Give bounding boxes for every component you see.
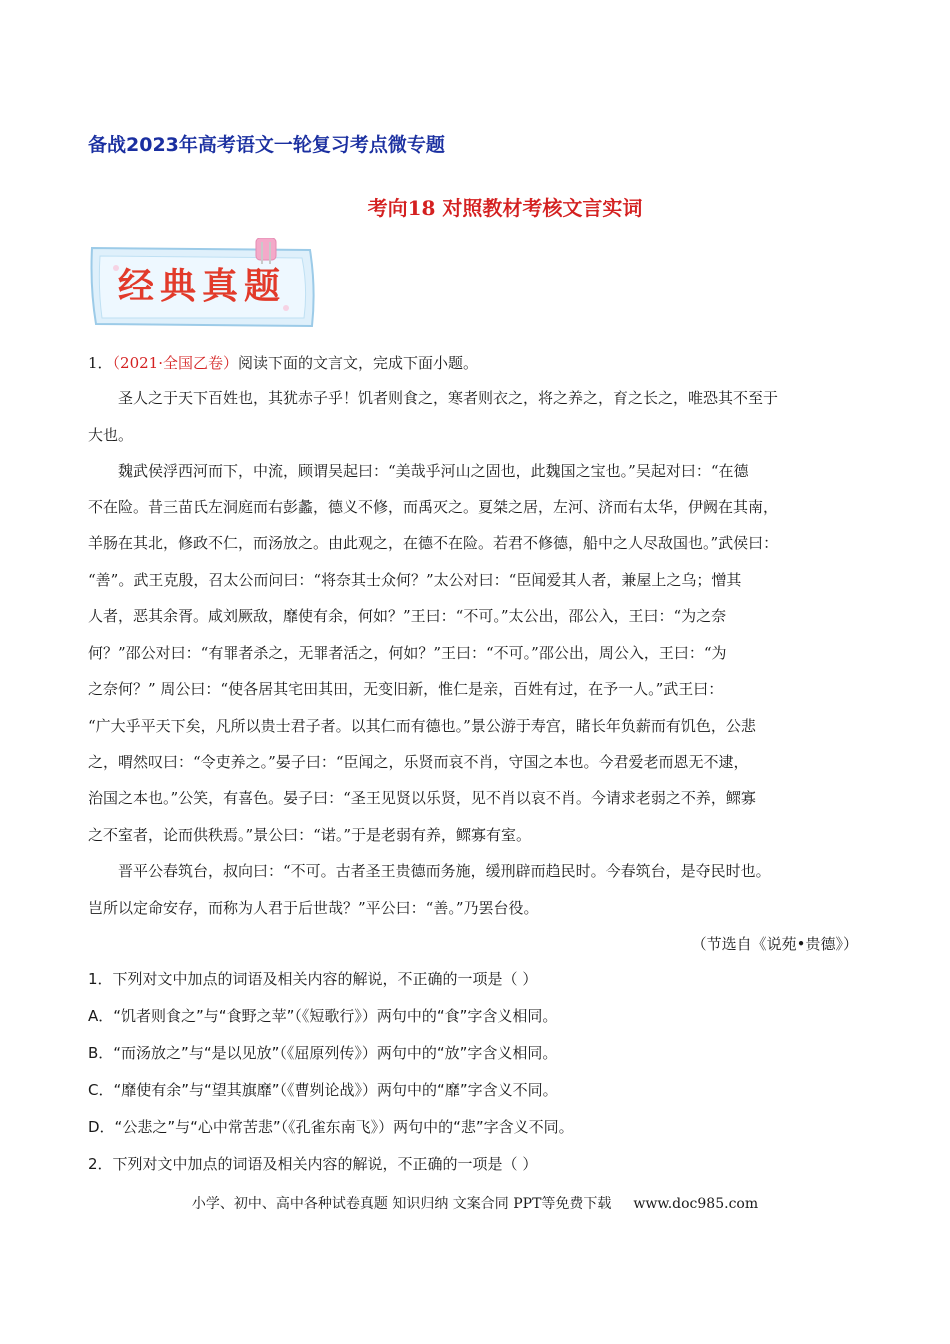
page-footer [0,1193,950,1213]
passage-line: 大也。 [88,426,134,444]
passage-line: 圣人之于天下百姓也，其犹赤子乎！饥者则食之，寒者则衣之，将之养之，育之长之，唯恐其不至于 [118,389,779,407]
document-title: 考向18 对照教材考核文言实词 [367,196,643,220]
passage-line: 魏武侯浮西河而下，中流，顾谓吴起曰：“美哉乎河山之固也，此魏国之宝也。”吴起对曰：“在德 [118,462,749,480]
subquestion-1: 1．下列对文中加点的词语及相关内容的解说，不正确的一项是（ ） [88,970,538,988]
option-a: A．“饥者则食之”与“食野之苹”（《短歌行》）两句中的“食”字含义相同。 [88,1007,558,1025]
passage-line: 人者，恶其余胥。咸刘厥敌，靡使有余，何如？”王曰：“不可。”太公出，邵公入，王曰：“为之奈 [88,607,727,625]
series-title: 备战2023年高考语文一轮复习考点微专题 [88,134,445,156]
footer-url[interactable]: www.doc985.com [633,1196,759,1212]
passage-line: 之不室者，论而供秩焉。”景公曰：“诺。”于是老弱有养，鳏寡有室。 [88,826,532,844]
passage-line: 之，喟然叹曰：“令吏养之。”晏子曰：“臣闻之，乐贤而哀不肖，守国之本也。今君爱老而恩无不逮， [88,753,749,771]
question-1-header [88,352,878,374]
question-number: 1． [88,354,113,372]
footer-text: 小学、初中、高中各种试卷真题 知识归纳 文案合同 PPT等免费下载 [191,1196,612,1212]
question-instruction: 阅读下面的文言文，完成下面小题。 [238,354,479,372]
passage-line: 之奈何？” 周公曰：“使各居其宅田其田，无变旧新，惟仁是亲，百姓有过，在予一人。”武王曰： [88,680,724,698]
passage-line: 岂所以定命安存，而称为人君于后世哉？”平公曰：“善。”乃罢台役。 [88,899,539,917]
passage-line: 不在险。昔三苗氏左洞庭而右彭蠡，德义不修，而禹灭之。夏桀之居，左河、济而右太华，伊阙在其南， [88,498,779,516]
subquestion-2: 2．下列对文中加点的词语及相关内容的解说，不正确的一项是（ ） [88,1155,538,1173]
banner-label: 经典真题 [118,265,287,307]
option-b: B．“而汤放之”与“是以见放”（《屈原列传》）两句中的“放”字含义相同。 [88,1044,558,1062]
option-c: C．“靡使有余”与“望其旗靡”（《曹刿论战》）两句中的“靡”字含义不同。 [88,1081,558,1099]
passage-line: 晋平公春筑台，叔向曰：“不可。古者圣王贵德而务施，缓刑辟而趋民时。今春筑台，是夺民时也。 [118,862,771,880]
passage-line: “善”。武王克殷，召太公而问曰：“将奈其士众何？”太公对曰：“臣闻爱其人者，兼屋上之乌；憎其 [88,571,742,589]
option-d: D．“公悲之”与“心中常苦悲”（《孔雀东南飞》）两句中的“悲”字含义不同。 [88,1118,574,1136]
passage-line: 治国之本也。”公笑，有喜色。晏子曰：“圣王见贤以乐贤，见不肖以哀不肖。今请求老弱之不养，鳏寡 [88,789,756,807]
passage-source: （节选自《说苑•贵德》） [691,935,858,953]
question-source: （2021·全国乙卷） [112,354,238,372]
passage-line: “广大乎平天下矣，凡所以贵士君子者。以其仁而有德也。”景公游于寿宫，睹长年负薪而有饥色，公悲 [88,717,756,735]
passage-line: 何？”邵公对曰：“有罪者杀之，无罪者活之，何如？”王曰：“不可。”邵公出，周公入，王曰：“为 [88,644,727,662]
passage-line: 羊肠在其北，修政不仁，而汤放之。由此观之，在德不在险。若君不修德，船中之人尽敌国也。”武侯曰： [88,534,779,552]
